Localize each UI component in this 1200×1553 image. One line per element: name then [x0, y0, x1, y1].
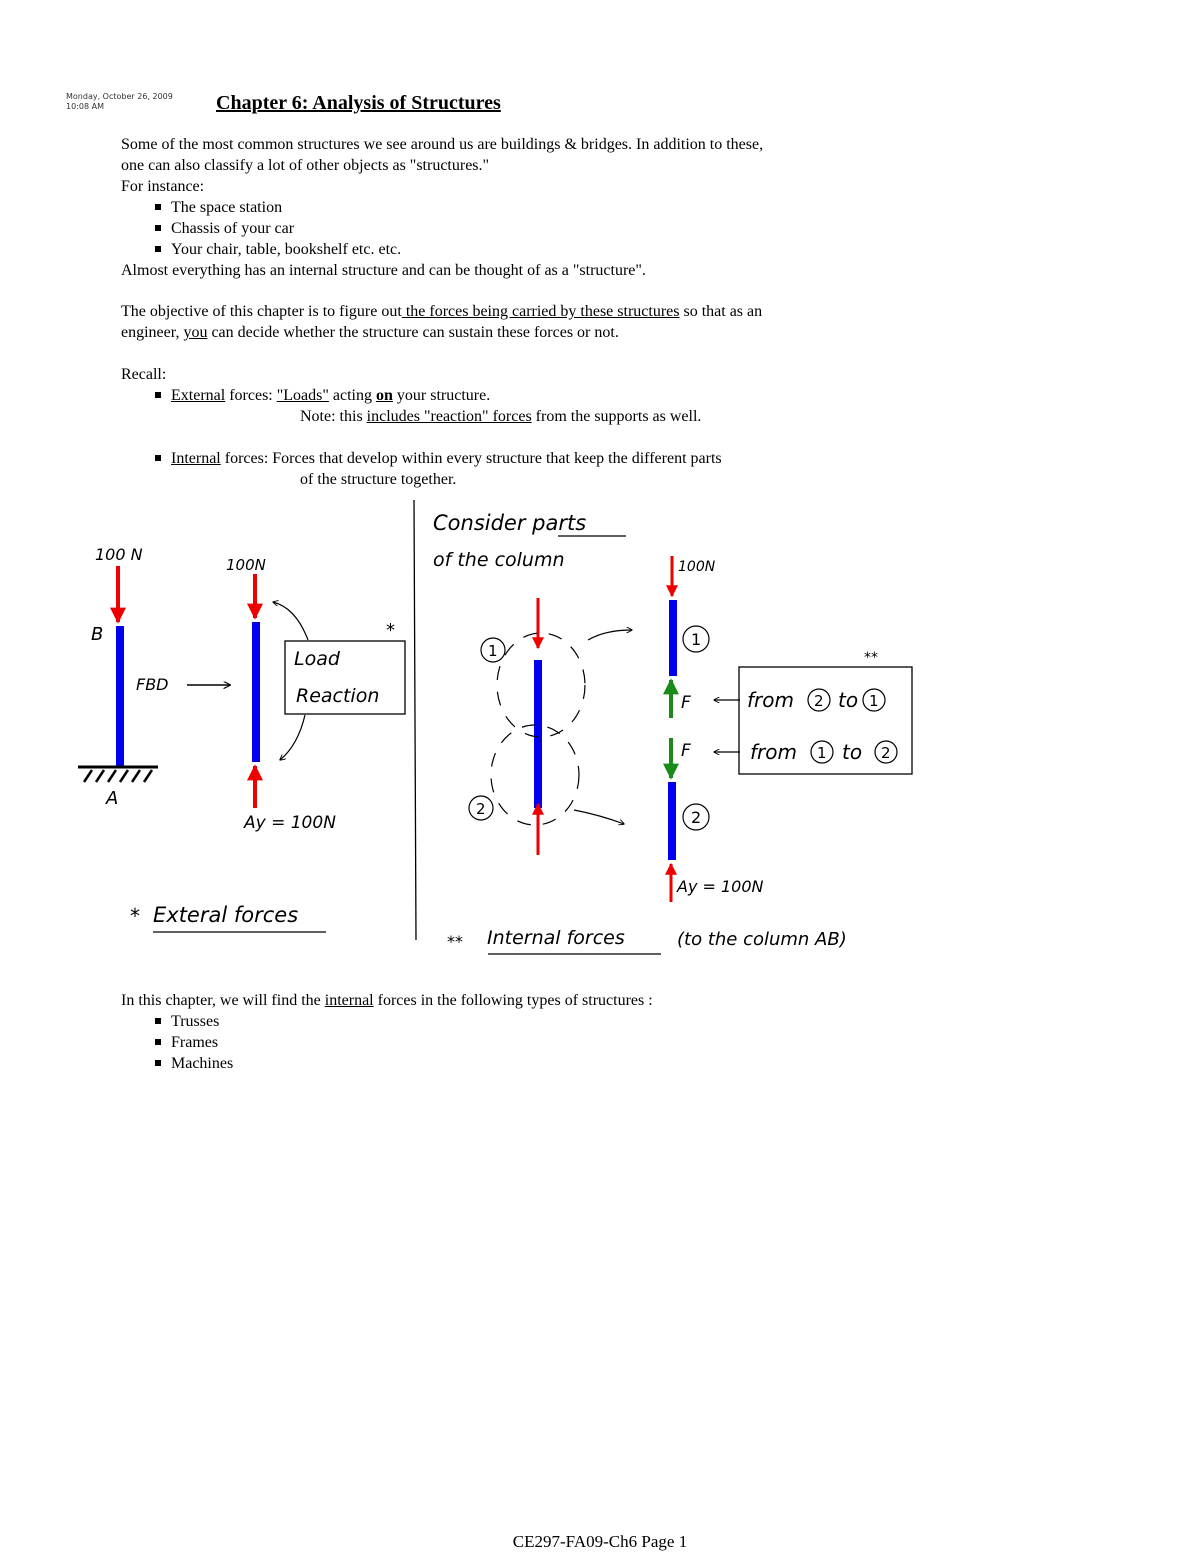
- closing-line: [121, 990, 653, 1011]
- divider-line: [414, 500, 416, 940]
- underlined-text: External: [171, 387, 226, 404]
- ground-hatch: [84, 770, 152, 782]
- structure-types-list: [151, 1011, 653, 1074]
- recall-list: [151, 385, 722, 406]
- part-1-label: 1: [691, 630, 702, 649]
- arrow-to-part-1: [588, 630, 632, 640]
- underlined-text: internal: [324, 992, 374, 1009]
- circled-number: 1: [869, 692, 879, 710]
- pointer-to-reaction: [280, 715, 305, 760]
- circled-number: 2: [814, 692, 824, 710]
- part-2-label: 2: [691, 808, 702, 827]
- text-run: The objective of this chapter is to figure out: [121, 303, 402, 320]
- point-b-label: B: [91, 624, 104, 645]
- recall-note: [300, 406, 722, 427]
- force-diagram: [0, 490, 1200, 970]
- load-label-fbd: 100N: [226, 556, 266, 574]
- intro-line-3: For instance:: [121, 178, 205, 195]
- page-footer: CE297-FA09-Ch6 Page 1: [512, 1532, 688, 1551]
- caption-star: *: [130, 904, 140, 928]
- recall-list-internal: [151, 448, 722, 469]
- objective-line-2: [121, 322, 762, 343]
- intro-line-1: Some of the most common structures we see around us are buildings & bridges. In addition to these,: [121, 136, 764, 153]
- free-body-diagram: [226, 556, 405, 833]
- external-caption: [130, 903, 326, 932]
- text-run: acting: [328, 387, 376, 404]
- arrow-to-part-2: [574, 810, 624, 824]
- double-star-marker: **: [864, 650, 878, 666]
- part-1-number: 1: [488, 642, 498, 660]
- caption-internal: Internal forces: [487, 927, 625, 949]
- closing-section: [121, 990, 653, 1074]
- fbd-label: FBD: [136, 675, 169, 694]
- intro-line-4: Almost everything has an internal structure and can be thought of as a "structure".: [121, 262, 646, 279]
- caption-double-star: **: [447, 932, 463, 951]
- list-item: The space station: [151, 197, 763, 218]
- circled-number: 1: [817, 744, 827, 762]
- to-label-1: to: [838, 688, 859, 712]
- text-run: forces in the following types of structures :: [373, 992, 653, 1009]
- underlined-text: the forces being carried by these structures: [401, 303, 680, 320]
- force-f-label-1: F: [681, 693, 691, 713]
- reaction-label-part: Ay = 100N: [677, 877, 764, 896]
- recall-section: [121, 364, 722, 490]
- text-run: forces:: [225, 387, 277, 404]
- star-marker: *: [386, 620, 395, 641]
- list-item: Frames: [151, 1032, 653, 1053]
- heading-line-2: of the column: [433, 549, 565, 571]
- fbd-arrow-group: [136, 675, 230, 694]
- text-run: so that as an: [679, 303, 763, 320]
- recall-internal-cont: of the structure together.: [300, 471, 457, 488]
- text-run: forces: Forces that develop within every structure that keep the different parts: [220, 450, 722, 467]
- objective-section: [121, 301, 762, 343]
- caption-note: (to the column AB): [677, 929, 847, 950]
- intro-section: [121, 134, 763, 281]
- underlined-text: "Loads": [276, 387, 329, 404]
- list-item-external: [151, 385, 722, 406]
- objective-line-1: [121, 301, 762, 322]
- page-title: Chapter 6: Analysis of Structures: [216, 92, 501, 114]
- recall-label: Recall:: [121, 366, 167, 383]
- list-item: Trusses: [151, 1011, 653, 1032]
- circled-number: 2: [881, 744, 891, 762]
- underlined-text: includes "reaction" forces: [366, 408, 532, 425]
- load-label: 100 N: [95, 545, 143, 564]
- intro-line-2: one can also classify a lot of other objects as "structures.": [121, 157, 490, 174]
- list-item-internal: [151, 448, 722, 469]
- example-list: [151, 197, 763, 260]
- box-reaction-label: Reaction: [296, 685, 380, 707]
- reaction-label: Ay = 100N: [244, 813, 336, 833]
- list-item: Machines: [151, 1053, 653, 1074]
- from-label-2: from: [750, 740, 797, 764]
- list-item: Chassis of your car: [151, 218, 763, 239]
- text-run: your structure.: [392, 387, 491, 404]
- from-label-1: from: [747, 688, 794, 712]
- point-a-label: A: [106, 788, 119, 809]
- timestamp-time: 10:08 AM: [66, 102, 104, 111]
- list-item: Your chair, table, bookshelf etc. etc.: [151, 239, 763, 260]
- internal-diagram: [433, 511, 912, 954]
- text-run: from the supports as well.: [531, 408, 702, 425]
- to-label-2: to: [842, 740, 863, 764]
- text-run: Note: this: [300, 408, 367, 425]
- part-2-number: 2: [476, 800, 486, 818]
- bold-text: on: [376, 387, 393, 404]
- force-f-label-2: F: [681, 741, 691, 761]
- timestamp: [66, 92, 173, 112]
- heading-line-1: Consider parts: [433, 511, 587, 535]
- text-run: In this chapter, we will find the: [121, 992, 325, 1009]
- box-load-label: Load: [294, 648, 340, 670]
- caption-external: Exteral forces: [153, 903, 299, 927]
- timestamp-date: Monday, October 26, 2009: [66, 92, 173, 101]
- text-run: engineer,: [121, 324, 184, 341]
- underlined-text: Internal: [171, 450, 221, 467]
- load-label-part: 100N: [678, 559, 716, 575]
- underlined-text: you: [183, 324, 208, 341]
- pointer-to-load: [273, 602, 308, 640]
- text-run: can decide whether the structure can sustain these forces or not.: [207, 324, 619, 341]
